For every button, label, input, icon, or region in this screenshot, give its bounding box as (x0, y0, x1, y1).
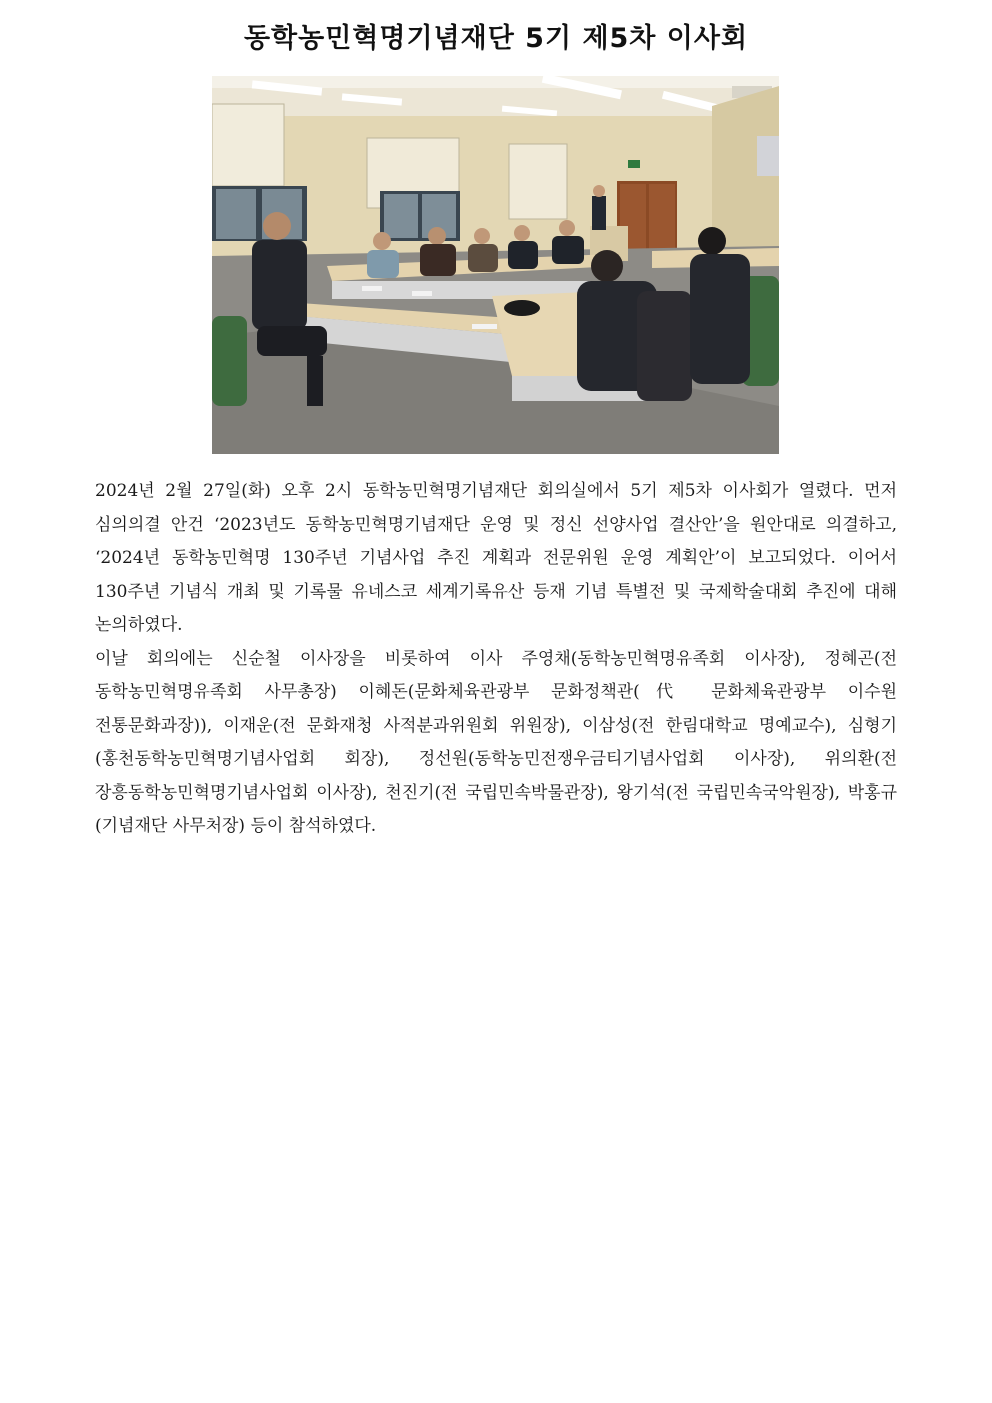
article-body (95, 475, 897, 844)
meeting-photo (212, 76, 779, 454)
paragraph-1: 2024년 2월 27일(화) 오후 2시 동학농민혁명기념재단 회의실에서 5기 제5차 이사회가 열렸다. 먼저 심의의결 안건 ‘2023년도 동학농민혁명기념재단 운영 및 정신 선양사업 결산안’을 원안대로 의결하고, ‘2024년 동학농민혁명 130주년 기념사업 추진 계획과 전문위원 운영 계획안’이 보고되었다. 이어서 130주년 기념식 개최 및 기록물 유네스코 세계기록유산 등재 기념 특별전 및 국제학술대회 추진에 대해 논의하였다. (95, 481, 897, 635)
document-title: 동학농민혁명기념재단 5기 제5차 이사회 (243, 23, 749, 54)
paragraph-2: 이날 회의에는 신순철 이사장을 비롯하여 이사 주영채(동학농민혁명유족회 이사장), 정혜곤(전 동학농민혁명유족회 사무총장) 이혜돈(문화체육관광부 문화정책관(代 문화체육관광부 이수원 전통문화과장)), 이재운(전 문화재청 사적분과위원회 위원장), 이삼성(전 한림대학교 명예교수), 심형기(홍천동학농민혁명기념사업회 회장), 정선원(동학농민전쟁우금티기념사업회 이사장), 위의환(전 장흥동학농민혁명기념사업회 이사장), 천진기(전 국립민속박물관장), 왕기석(전 국립민속국악원장), 박홍규(기념재단 사무처장) 등이 참석하였다. (95, 648, 897, 836)
